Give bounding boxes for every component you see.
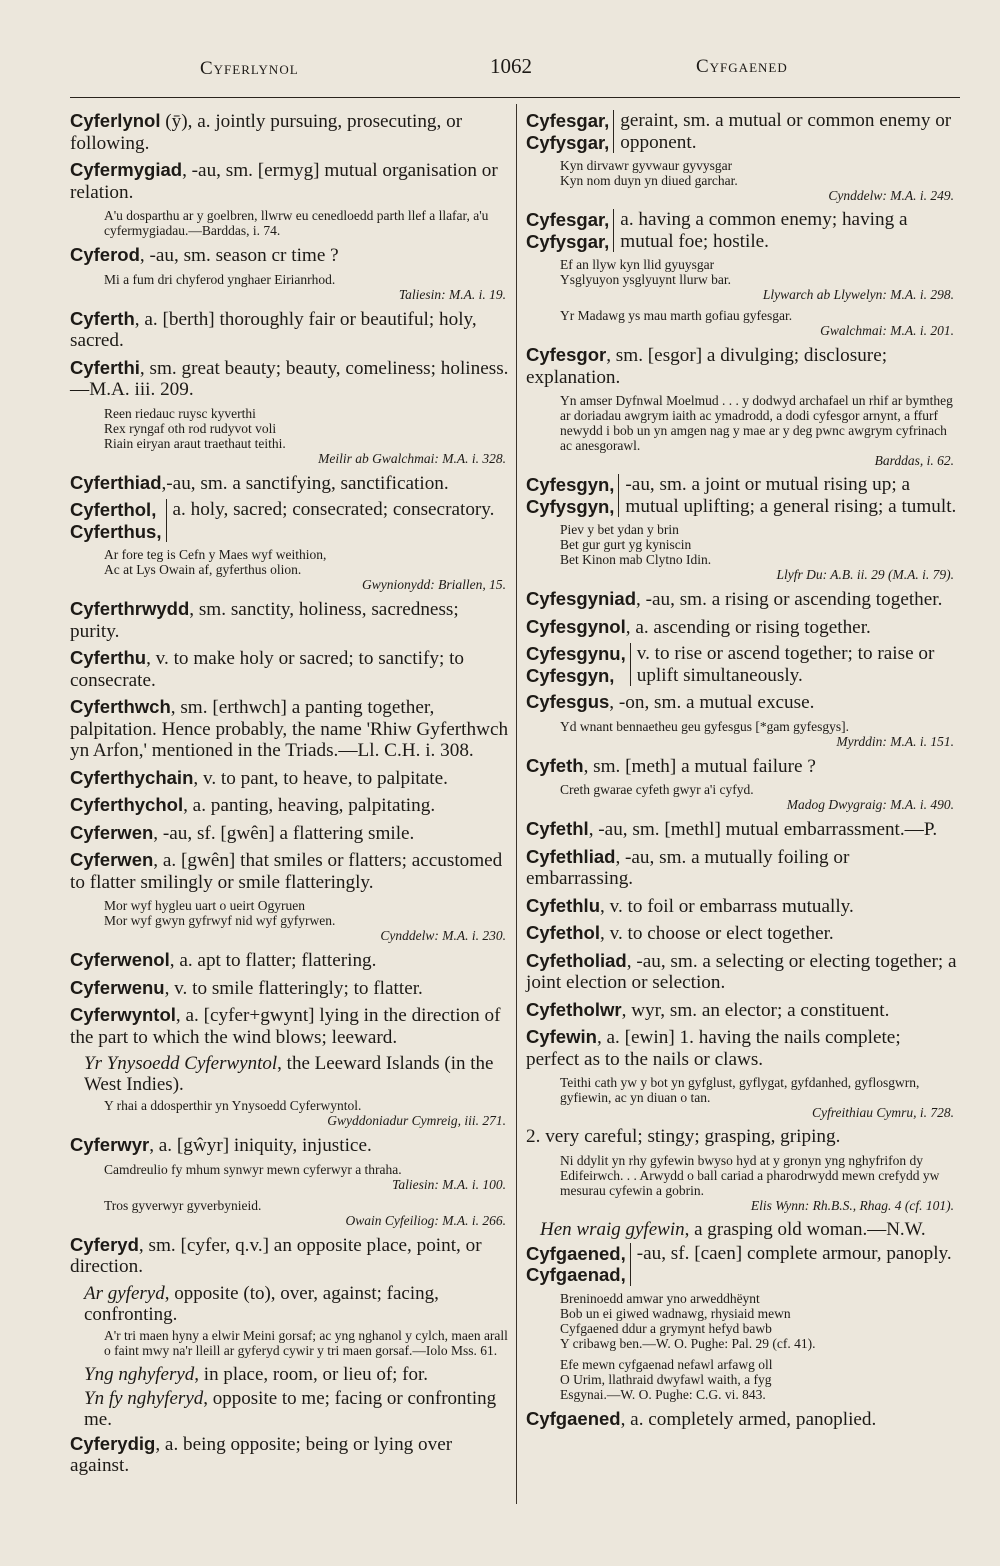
citation-source: Taliesin: M.A. i. 19. — [398, 286, 506, 302]
citation-line: Bet gur gurt yg kyniscin — [560, 537, 692, 552]
headword: Cyferwyntol — [70, 1004, 176, 1025]
headword: Cyferthu — [70, 647, 147, 668]
definition: , sm. [esgor] a divulging; disclosure; explanation. — [526, 345, 888, 388]
citation-line: Kyn dirvawr gyvwaur gyvysgar — [560, 158, 733, 173]
citation-line: A'u dosparthu ar y goelbren, llwrw eu cenedloedd parth llef a llafar, a'u cyfermygiadau.—Barddas, i. 74. — [104, 208, 489, 238]
definition: , -au, sm. [methl] mutual embarrassment.—P. — [588, 819, 938, 840]
dictionary-entry — [526, 922, 958, 945]
definition: , v. to smile flatteringly; to flatter. — [164, 977, 423, 999]
dictionary-entry — [70, 949, 510, 972]
citation-line: Cyfgaened ddur a grymynt hefyd bawb — [560, 1320, 772, 1336]
citation-source: Madog Dwygraig: M.A. i. 490. — [786, 797, 954, 812]
headword: Cyfesgyn, — [526, 664, 615, 686]
headword: Cyferth — [70, 307, 135, 329]
definition: , a. apt to flatter; flattering. — [169, 950, 377, 971]
definition: geraint, sm. a mutual or common enemy or opponent. — [620, 110, 952, 153]
citation-line: Ni ddylit yn rhy gyfewin bwyso hyd at y gronyn yng nghyfrifon dy Edifeirwch. . . Arwydd o ball cariad a pharodrwydd mewn crefydd yw mesurau cyfewin a gobrin. — [560, 1152, 940, 1198]
headword: Cyfesgus — [526, 691, 610, 712]
headword: Cyferthychain — [70, 766, 194, 788]
headword: Cyferthi — [70, 356, 140, 378]
dictionary-entry-pair — [70, 499, 510, 542]
citation-source: Llywarch ab Llywelyn: M.A. i. 298. — [762, 287, 954, 302]
headword: Cyferthiad — [70, 471, 162, 493]
dictionary-entry-pair — [526, 110, 958, 153]
citation-line: Mi a fum dri chyferod ynghaer Eirianrhod. — [104, 271, 336, 287]
citation-source: Owain Cyfeiliog: M.A. i. 266. — [345, 1212, 506, 1228]
citation — [104, 1162, 510, 1192]
headword: Cyfetholwr — [526, 998, 622, 1020]
definition: ,-au, sm. a sanctifying, sanctification. — [161, 472, 449, 494]
citation-source: Gwynionydd: Briallen, 15. — [362, 577, 506, 592]
dictionary-entry — [70, 1134, 510, 1157]
dictionary-entry — [526, 616, 958, 639]
headword: Cyferwen — [70, 821, 154, 843]
citation — [560, 522, 958, 582]
citation-source: Meilir ab Gwalchmai: M.A. i. 328. — [318, 450, 506, 466]
dictionary-entry-pair — [526, 643, 958, 686]
sub-entry — [84, 1388, 510, 1430]
phrase: Yn fy nghyferyd — [84, 1387, 204, 1409]
dictionary-entry-pair — [526, 474, 958, 517]
dictionary-entry — [526, 818, 958, 841]
definition: , sm. [cyfer, q.v.] an opposite place, point, or direction. — [70, 1234, 482, 1277]
headword: Cyfetholiad — [526, 949, 627, 971]
citation-line: A'r tri maen hyny a elwir Meini gorsaf; ac yng nghanol y cylch, maen arall o faint mwy na'r lleill ar gyferyd cywir y tri maen gorsaf.—Iolo Mss. 61. — [104, 1327, 508, 1358]
definition: , a. completely armed, panoplied. — [620, 1408, 877, 1430]
citation-line: Camdreulio fy mhum synwyr mewn cyferwyr a thraha. — [104, 1161, 402, 1177]
sub-entry — [84, 1053, 510, 1095]
citation-source: Cynddelw: M.A. i. 230. — [380, 928, 506, 943]
sub-entry — [84, 1283, 510, 1325]
definition: , in place, room, or lieu of; for. — [194, 1363, 429, 1385]
headword: Cyfethl — [526, 818, 589, 839]
citation-line: Reen riedauc ruysc kyverthi — [104, 405, 256, 421]
citation-source: Taliesin: M.A. i. 100. — [392, 1176, 506, 1192]
citation-line: Esgynai.—W. O. Pughe: C.G. vi. 843. — [560, 1386, 766, 1402]
definition: , v. to choose or elect together. — [600, 923, 834, 944]
phrase: Yr Ynysoedd Cyferwyntol — [84, 1053, 278, 1074]
citation-line: Bet Kinon mab Clytno Idin. — [560, 552, 712, 567]
headword: Cyfgaened, — [526, 1242, 626, 1264]
definition: , a. [berth] thoroughly fair or beautiful; holy, sacred. — [70, 308, 477, 351]
page-header — [0, 52, 1000, 86]
headword: Cyferwenu — [70, 976, 165, 998]
definition: a. holy, sacred; consecrated; consecratory. — [172, 499, 495, 520]
headword: Cyferod — [70, 244, 140, 265]
dictionary-entry — [526, 1126, 958, 1148]
definition: , sm. [meth] a mutual failure ? — [583, 755, 816, 777]
definition: , -au, sm. a rising or ascending together. — [636, 589, 943, 610]
citation — [560, 393, 958, 468]
definition: , v. to make holy or sacred; to sanctify; to consecrate. — [70, 648, 464, 691]
headword: Cyferyd — [70, 1233, 139, 1255]
citation-line: Tros gyverwyr gyverbynieid. — [104, 1197, 262, 1213]
headword: Cyfesgyn, — [526, 474, 615, 495]
citation-source: Gwalchmai: M.A. i. 201. — [820, 323, 954, 338]
dictionary-entry — [526, 846, 958, 890]
definition: , v. to pant, to heave, to palpitate. — [193, 767, 448, 789]
headword-group — [526, 474, 619, 517]
headword: Cyferwenol — [70, 949, 170, 970]
citation-source: Elis Wynn: Rh.B.S., Rhag. 4 (cf. 101). — [750, 1197, 954, 1213]
running-head-right: Cyfgaened — [696, 56, 788, 77]
citation-line: Yr Madawg ys mau marth gofiau gyfesgar. — [560, 308, 793, 323]
citation-line: Riain eiryan araut traethaut teithi. — [104, 435, 286, 451]
headword: Cyfethol — [526, 922, 600, 943]
headword: Cyferthwch — [70, 696, 171, 717]
dictionary-entry — [70, 357, 510, 401]
citation — [104, 898, 510, 943]
definition: , opposite to me; facing or confronting me. — [84, 1387, 497, 1430]
dictionary-entry — [70, 822, 510, 845]
citation — [104, 1198, 510, 1228]
definition: , v. to foil or embarrass mutually. — [600, 895, 854, 917]
citation-source: Myrddin: M.A. i. 151. — [836, 733, 954, 749]
headword: Cyfgaenad, — [526, 1264, 626, 1285]
citation — [104, 547, 510, 592]
dictionary-entry — [70, 472, 510, 495]
headword: Cyfesgar, — [526, 110, 610, 131]
citation-line: Y rhai a ddosperthir yn Ynysoedd Cyferwyntol. — [104, 1098, 362, 1113]
headword: Cyferthychol — [70, 794, 184, 815]
citation-line: Bob un ei giwed wadnawg, rhysiaid mewn — [560, 1305, 791, 1321]
dictionary-entry — [70, 308, 510, 352]
dictionary-entry — [70, 110, 510, 154]
sub-entry — [540, 1219, 958, 1240]
citation-line: Ysglyuyon ysglyuynt llurw bar. — [560, 272, 731, 287]
right-column — [526, 110, 958, 1435]
headword-group — [70, 499, 167, 542]
dictionary-entry — [70, 1234, 510, 1278]
definition: , the Leeward Islands (in the West Indies). — [84, 1053, 494, 1095]
dictionary-entry — [526, 1408, 958, 1431]
definition: , sm. great beauty; beauty, comeliness; holiness.—M.A. iii. 209. — [70, 357, 509, 400]
definition: -au, sm. a joint or mutual rising up; a mutual uplifting; a general rising; a tumult. — [625, 474, 957, 517]
headword: Cyfethliad — [526, 845, 616, 867]
headword: Cyfesgyniad — [526, 588, 637, 609]
citation-line: Yn amser Dyfnwal Moelmud . . . y dodwyd archafael un rhif ar bymtheg ar doriadau awgrym iaith ac ymadrodd, a dodi cyfesgor arnynt, a ffurf newydd i bob un yn amgen nag y mae ar y deg pwnc awgrym cyfrinach ac anesgorawl. — [560, 393, 953, 453]
headword: Cyfesgynol — [526, 615, 626, 637]
sub-entry — [84, 1364, 510, 1385]
headword: Cyferthol, — [70, 499, 157, 520]
definition: , -on, sm. a mutual excuse. — [609, 692, 815, 713]
citation-line: Breninoedd amwar yno arweddhëynt — [560, 1290, 760, 1306]
citation — [104, 208, 510, 238]
citation-line: Teithi cath yw y bot yn gyfglust, gyflygat, gyfdanhed, gyflosgwrn, gyfiewin, ac yn diuan o tan. — [560, 1075, 920, 1105]
dictionary-entry — [70, 244, 510, 267]
citation-source: Barddas, i. 62. — [874, 453, 954, 468]
dictionary-entry — [70, 1433, 510, 1477]
dictionary-entry-pair — [526, 1243, 958, 1286]
dictionary-entry — [70, 598, 510, 642]
headword-group — [526, 1243, 631, 1286]
definition: , sm. [erthwch] a panting together, palpitation. Hence probably, the name 'Rhiw Gyferthwch yn Arfon,' mentioned in the Triads.—Ll. C.H. i. 308. — [70, 697, 509, 761]
headword-group — [526, 643, 631, 686]
citation-line: Ef an llyw kyn llid gyuysgar — [560, 257, 715, 272]
dictionary-entry — [70, 159, 510, 203]
citation — [104, 1328, 510, 1358]
citation-line: Efe mewn cyfgaenad nefawl arfawg oll — [560, 1356, 773, 1372]
dictionary-entry — [526, 895, 958, 918]
dictionary-entry — [70, 696, 510, 762]
citation-line: Mor wyf gwyn gyfrwyf nid wyf gyfyrwen. — [104, 913, 336, 928]
citation-line: Rex ryngaf oth rod rudyvot voli — [104, 420, 277, 436]
citation-line: Ac at Lys Owain af, gyferthus olion. — [104, 562, 302, 577]
definition: v. to rise or ascend together; to raise or uplift simultaneously. — [636, 643, 935, 686]
citation-source: Gwyddoniadur Cymreig, iii. 271. — [327, 1113, 506, 1128]
definition: , a grasping old woman.—N.W. — [684, 1218, 926, 1240]
definition: , sm. sanctity, holiness, sacredness; purity. — [70, 599, 459, 642]
citation-line: O Urim, llathraid dwyfawl waith, a fyg — [560, 1371, 772, 1387]
definition: 2. very careful; stingy; grasping, griping. — [526, 1126, 841, 1147]
dictionary-entry — [70, 647, 510, 691]
dictionary-entry — [70, 767, 510, 790]
dictionary-entry — [70, 794, 510, 817]
definition: , -au, sf. [gwên] a flattering smile. — [153, 822, 415, 844]
headword: Cyfethlu — [526, 894, 600, 916]
citation — [560, 1153, 958, 1213]
definition: , a. [ewin] 1. having the nails complete; perfect as to the nails or claws. — [526, 1027, 901, 1070]
dictionary-entry — [526, 950, 958, 994]
citation-line: Ar fore teg is Cefn y Maes wyf weithion, — [104, 547, 327, 562]
citation-source: Cynddelw: M.A. i. 249. — [828, 188, 954, 203]
citation-line: Mor wyf hygleu uart o ueirt Ogyruen — [104, 898, 305, 913]
citation — [560, 158, 958, 203]
citation-line: Yd wnant bennaetheu geu gyfesgus [*gam gyfesgys]. — [560, 718, 850, 734]
running-head-left: Cyferlynol — [200, 58, 299, 79]
citation — [560, 1075, 958, 1120]
citation — [560, 1357, 958, 1402]
dictionary-entry — [526, 691, 958, 714]
headword: Cyfysgar, — [526, 230, 610, 252]
definition: (ȳ), a. jointly pursuing, prosecuting, or following. — [70, 111, 463, 154]
headword: Cyfgaened — [526, 1407, 621, 1429]
headword-group — [526, 110, 614, 153]
phrase: Ar gyferyd — [84, 1282, 165, 1304]
headword: Cyferthrwydd — [70, 598, 190, 619]
definition: , opposite (to), over, against; facing, confronting. — [84, 1282, 439, 1325]
definition: , -au, sm. a selecting or electing together; a joint election or selection. — [526, 950, 957, 993]
definition: -au, sf. [caen] complete armour, panoply. — [636, 1242, 952, 1264]
citation — [104, 272, 510, 302]
definition: , a. ascending or rising together. — [625, 616, 871, 638]
headword: Cyferwyr — [70, 1134, 150, 1155]
definition: , a. being opposite; being or lying over against. — [70, 1433, 453, 1476]
definition: , wyr, sm. an elector; a constituent. — [621, 999, 890, 1021]
dictionary-entry-pair — [526, 209, 958, 252]
definition: , -au, sm. a mutually foiling or embarrassing. — [526, 846, 850, 889]
headword: Cyferwen — [70, 849, 154, 870]
dictionary-entry — [70, 1004, 510, 1048]
definition: , -au, sm. [ermyg] mutual organisation or relation. — [70, 160, 498, 203]
citation-line: Kyn nom duyn yn diued garchar. — [560, 173, 738, 188]
dictionary-entry — [526, 1026, 958, 1070]
citation-source: Llyfr Du: A.B. ii. 29 (M.A. i. 79). — [776, 567, 954, 582]
headword: Cyfesgor — [526, 344, 607, 365]
dictionary-entry — [70, 977, 510, 1000]
page-number: 1062 — [490, 54, 532, 78]
column-divider — [516, 104, 517, 1504]
citation — [104, 1098, 510, 1128]
headword: Cyfewin — [526, 1026, 597, 1047]
headword: Cyfesgynu, — [526, 643, 626, 664]
citation-line: Piev y bet ydan y brin — [560, 522, 679, 537]
headword-group — [526, 209, 614, 252]
dictionary-entry — [526, 588, 958, 611]
citation — [560, 257, 958, 302]
citation — [560, 308, 958, 338]
citation-line: Creth gwarae cyfeth gwyr a'i cyfyd. — [560, 782, 754, 797]
headword: Cyfesgar, — [526, 209, 610, 230]
headword: Cyferlynol — [70, 110, 161, 131]
headword: Cyferthus, — [70, 520, 162, 542]
definition: , a. [gŵyr] iniquity, injustice. — [149, 1135, 372, 1156]
dictionary-entry — [526, 344, 958, 388]
dictionary-entry — [526, 999, 958, 1022]
headword: Cyfermygiad — [70, 159, 183, 180]
headword: Cyferydig — [70, 1432, 156, 1454]
headword: Cyfysgyn, — [526, 495, 615, 517]
definition: , a. [cyfer+gwynt] lying in the direction of the part to which the wind blows; leeward. — [70, 1005, 501, 1048]
headword: Cyfeth — [526, 754, 584, 776]
definition: a. having a common enemy; having a mutual foe; hostile. — [620, 209, 908, 252]
citation — [560, 1291, 958, 1351]
citation-source: Cyfreithiau Cymru, i. 728. — [812, 1105, 954, 1120]
citation — [560, 719, 958, 749]
citation-line: Y cribawg ben.—W. O. Pughe: Pal. 29 (cf. 41). — [560, 1335, 816, 1351]
citation — [560, 782, 958, 812]
definition: , a. panting, heaving, palpitating. — [183, 795, 436, 816]
left-column — [70, 110, 510, 1482]
citation — [104, 406, 510, 466]
phrase: Yng nghyferyd — [84, 1363, 195, 1385]
definition: , -au, sm. season cr time ? — [139, 245, 339, 266]
headword: Cyfysgar, — [526, 131, 610, 153]
definition: , a. [gwên] that smiles or flatters; accustomed to flatter smilingly or smile flatteringly. — [70, 850, 503, 893]
phrase: Hen wraig gyfewin — [540, 1218, 685, 1240]
dictionary-entry — [526, 755, 958, 778]
header-rule — [70, 97, 960, 98]
dictionary-entry — [70, 849, 510, 893]
